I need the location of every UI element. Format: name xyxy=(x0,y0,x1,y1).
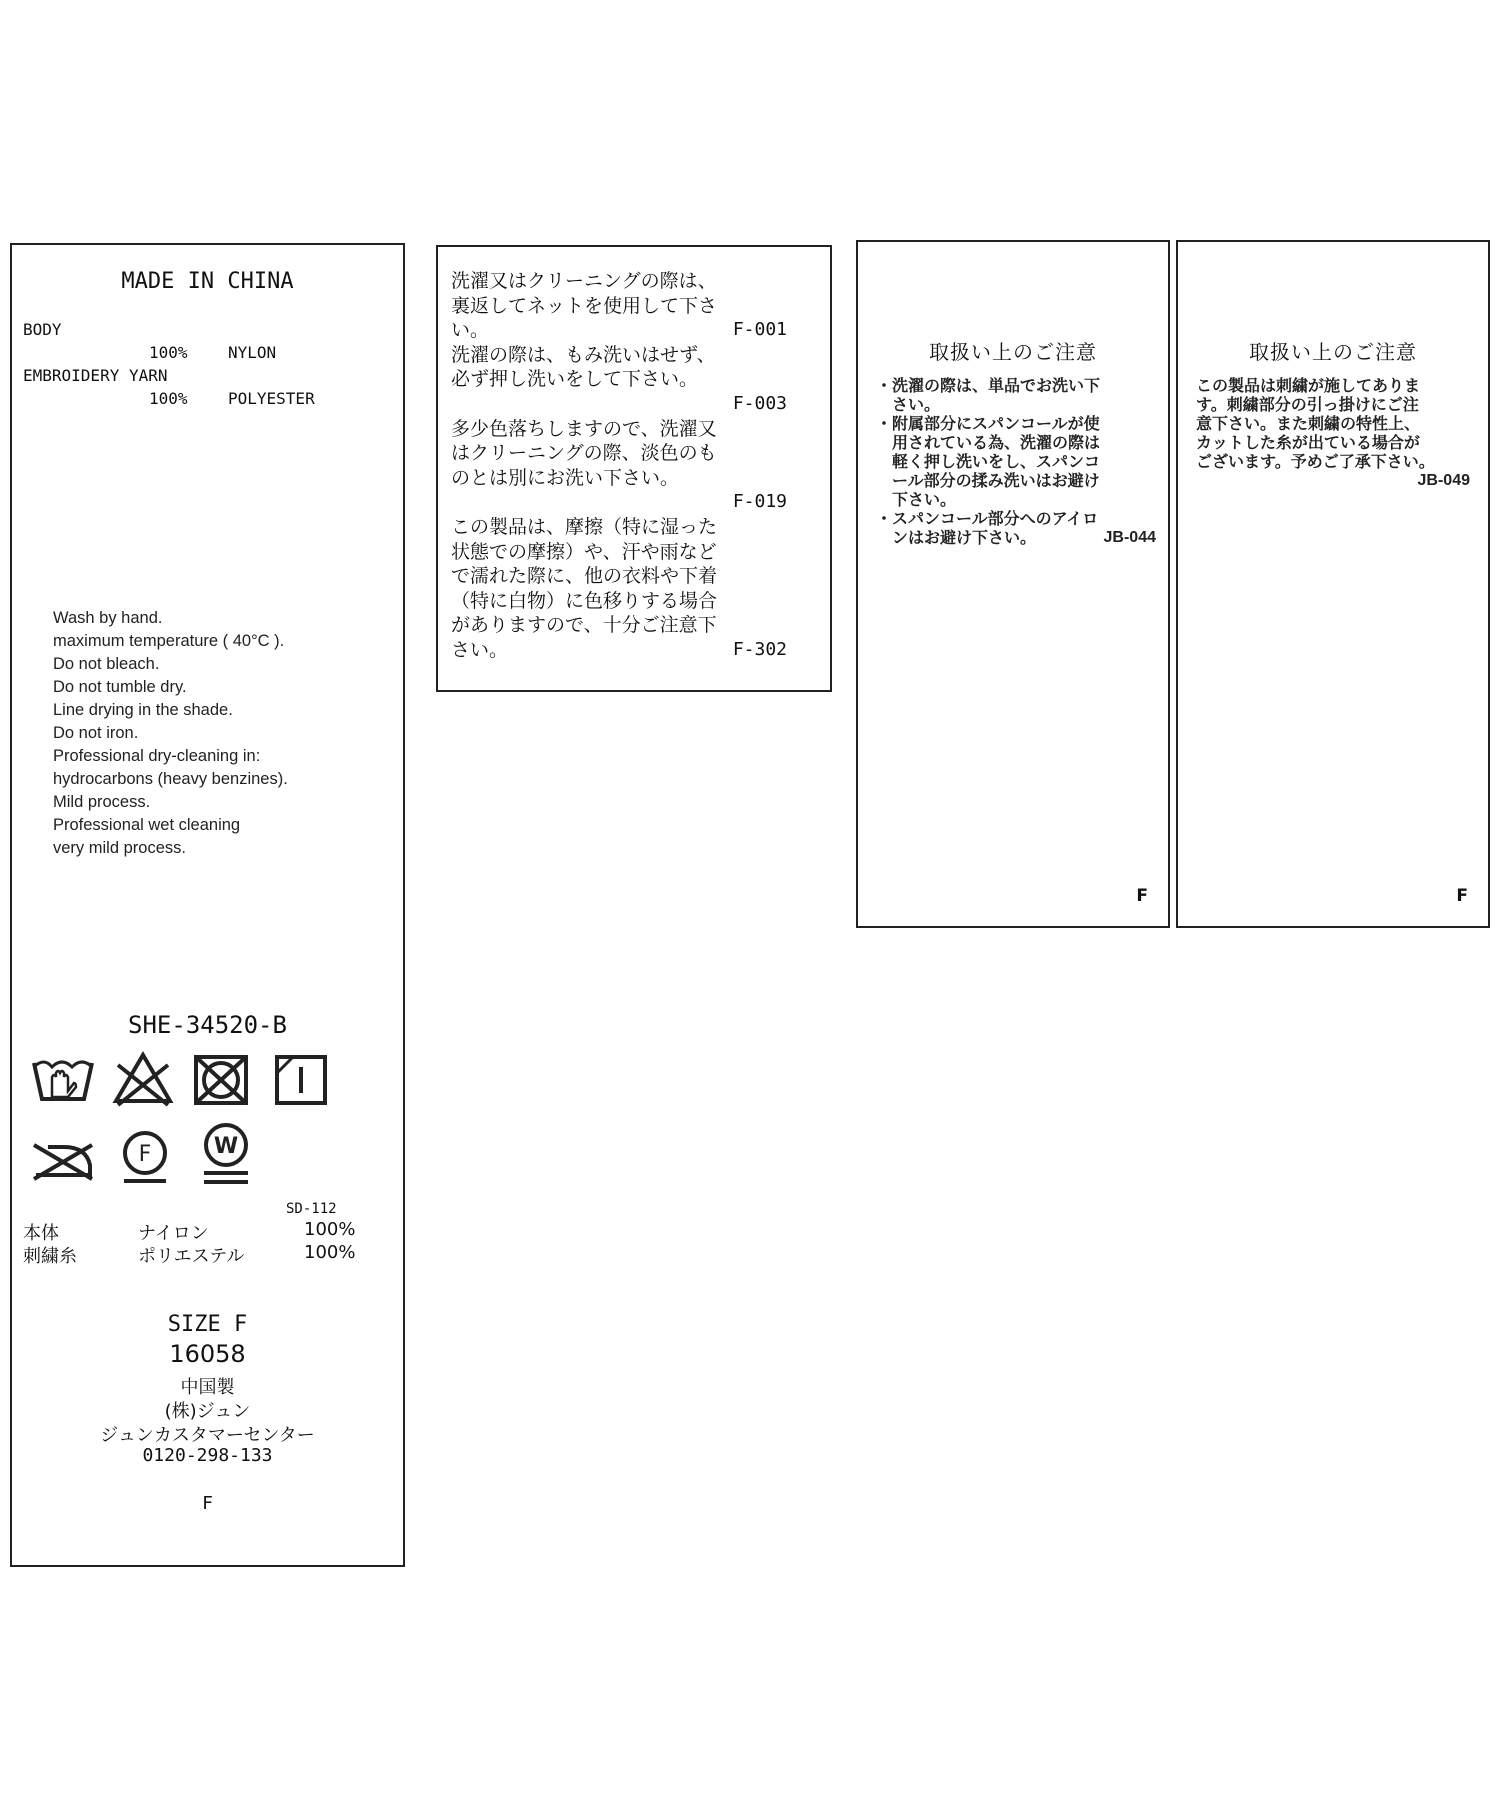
company-name: (株)ジュン xyxy=(164,1401,251,1422)
jp-body-percent: 100% xyxy=(304,1219,356,1240)
body-label: BODY xyxy=(23,320,62,339)
yarn-material: POLYESTER xyxy=(228,389,315,408)
care-line: Do not iron. xyxy=(53,724,139,742)
bullet-text: 洗濯の際は、単品でお洗い下 xyxy=(892,376,1101,395)
care-line: very mild process. xyxy=(53,839,186,857)
note-line: がありますので、十分ご注意下 xyxy=(451,614,717,637)
care-line: Professional wet cleaning xyxy=(53,816,241,834)
note-text: い。 xyxy=(451,319,490,342)
svg-text:W: W xyxy=(213,1134,239,1159)
jp-body-label: 本体 xyxy=(23,1223,59,1244)
note-line: 裏返してネットを使用して下さ xyxy=(451,294,718,317)
bullet-item: ・ 附属部分にスパンコールが使 xyxy=(876,414,1100,433)
customer-center: ジュンカスタマーセンター xyxy=(100,1425,315,1446)
body-material: NYLON xyxy=(228,343,277,362)
product-code: SHE-34520-B xyxy=(128,1011,287,1039)
caution-line: 意下さい。また刺繍の特性上、 xyxy=(1196,414,1421,433)
bullet-text: 用されている為、洗濯の際は xyxy=(892,433,1101,452)
made-in-text: MADE IN CHINA xyxy=(121,269,294,294)
note-line: 洗濯の際は、もみ洗いはせず、 xyxy=(451,343,716,366)
care-line: Professional dry-cleaning in: xyxy=(53,747,261,765)
body-percent: 100% xyxy=(149,343,188,362)
wet-clean-w-very-mild-icon xyxy=(198,1121,254,1189)
do-not-iron-icon xyxy=(30,1137,96,1181)
care-line: Mild process. xyxy=(53,793,151,811)
style-number: 16058 xyxy=(169,1340,246,1368)
jp-body-material: ナイロン xyxy=(138,1223,209,1244)
jp-yarn-percent: 100% xyxy=(304,1242,356,1263)
phone-number: 0120-298-133 xyxy=(142,1445,273,1466)
yarn-percent: 100% xyxy=(149,389,188,408)
jp-yarn-material: ポリエステル xyxy=(138,1246,245,1267)
bullet-item: ・ スパンコール部分へのアイロ xyxy=(876,509,1099,528)
care-line: Wash by hand. xyxy=(53,609,163,627)
care-label-main xyxy=(10,243,405,1567)
note-code: F-302 xyxy=(732,638,787,660)
bullet-text: ンはお避け下さい。 xyxy=(892,528,1037,547)
line-dry-shade-icon xyxy=(273,1053,329,1107)
country-of-origin: 中国製 xyxy=(180,1377,235,1398)
jp-yarn-label: 刺繍糸 xyxy=(23,1246,77,1267)
bullet-item: ・ 洗濯の際は、単品でお洗い下 xyxy=(876,376,1101,395)
handling-caution-sequin xyxy=(856,240,1170,928)
care-label-washing-notes xyxy=(436,245,832,692)
footer-f: F xyxy=(202,1493,213,1514)
care-line: hydrocarbons (heavy benzines). xyxy=(53,770,288,788)
note-line: 必ず押し洗いをして下さい。 xyxy=(451,368,699,391)
note-code: F-001 xyxy=(732,319,787,341)
bullet-text: さい。 xyxy=(892,395,941,414)
svg-text:F: F xyxy=(138,1142,152,1167)
note-line xyxy=(451,318,787,343)
caution-body xyxy=(1196,376,1480,490)
sd-code: SD-112 xyxy=(286,1201,337,1217)
bullet-text: ール部分の揉み洗いはお避け xyxy=(892,471,1100,490)
note-line: 状態での摩擦）や、汗や雨など xyxy=(451,540,717,563)
note-code: F-003 xyxy=(732,392,787,414)
care-line: maximum temperature ( 40°C ). xyxy=(53,632,285,650)
dry-clean-f-mild-icon xyxy=(118,1129,172,1187)
note-line: 洗濯又はクリーニングの際は、 xyxy=(451,270,717,292)
handling-caution-embroidery xyxy=(1176,240,1490,928)
note-code: F-019 xyxy=(732,491,787,513)
bullet-text: 下さい。 xyxy=(892,490,957,509)
note-line: のとは別にお洗い下さい。 xyxy=(451,466,680,489)
note-line: はクリーニングの際、淡色のも xyxy=(451,442,717,465)
hand-wash-40-icon xyxy=(30,1053,96,1107)
caution-title: 取扱い上のご注意 xyxy=(1249,340,1417,364)
caution-line: この製品は刺繍が施してありま xyxy=(1196,376,1421,395)
bullet-text: 軽く押し洗いをし、スパンコ xyxy=(892,452,1101,471)
size-label: SIZE F xyxy=(167,1312,248,1337)
caution-line: カットした糸が出ている場合が xyxy=(1196,433,1420,452)
care-line: Line drying in the shade. xyxy=(53,701,233,719)
bullet-text: スパンコール部分へのアイロ xyxy=(892,509,1099,528)
do-not-bleach-icon xyxy=(112,1051,174,1107)
caution-title: 取扱い上のご注意 xyxy=(929,340,1097,364)
care-line: Do not tumble dry. xyxy=(53,678,187,696)
note-line: で濡れた際に、他の衣料や下着 xyxy=(451,565,718,588)
caution-code: JB-044 xyxy=(1103,529,1156,546)
note-text: さい。 xyxy=(451,638,509,661)
caution-code: JB-049 xyxy=(1417,472,1470,489)
caution-body xyxy=(876,376,1156,547)
caution-line: す。刺繍部分の引っ掛けにご注 xyxy=(1196,395,1419,414)
washing-notes-body xyxy=(451,269,787,663)
note-line: （特に白物）に色移りする場合 xyxy=(451,589,718,612)
footer-f: F xyxy=(1136,886,1148,906)
bullet-text: 附属部分にスパンコールが使 xyxy=(892,414,1100,433)
do-not-tumble-dry-icon xyxy=(192,1053,250,1107)
note-line: この製品は、摩擦（特に湿った xyxy=(451,515,718,538)
care-instructions xyxy=(53,607,393,860)
care-line: Do not bleach. xyxy=(53,655,160,673)
note-line: 多少色落ちしますので、洗濯又 xyxy=(451,417,717,440)
bullet-line xyxy=(876,528,1156,547)
footer-f: F xyxy=(1456,886,1468,906)
yarn-label: EMBROIDERY YARN xyxy=(23,366,168,385)
caution-line: ございます。予めご了承下さい。 xyxy=(1196,452,1435,471)
note-line xyxy=(451,638,787,663)
